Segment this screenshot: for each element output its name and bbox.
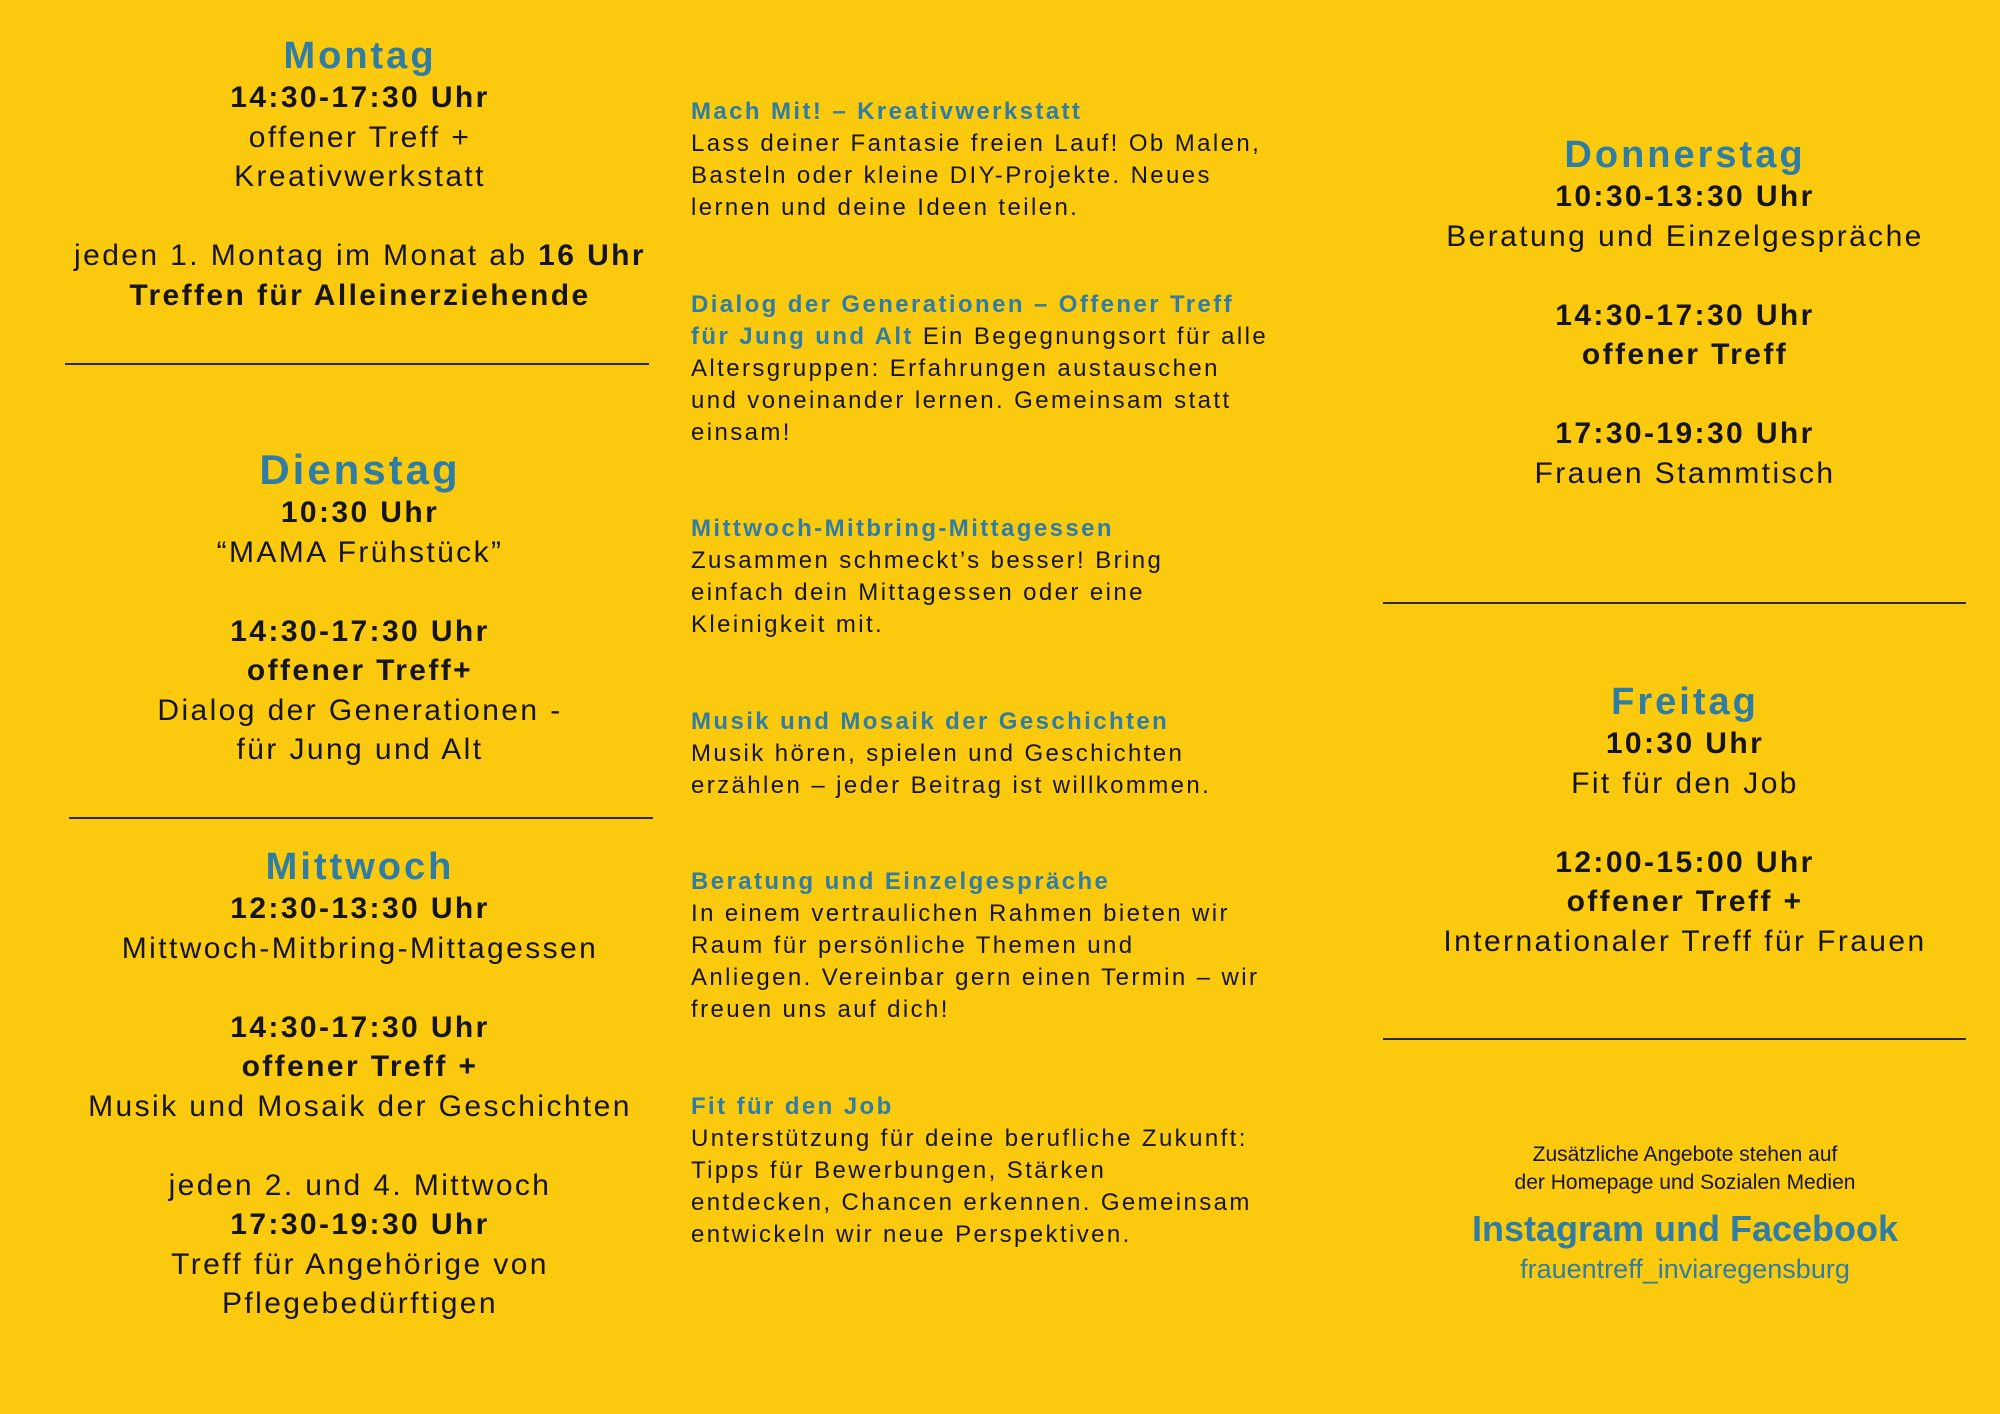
monday-divider bbox=[65, 363, 649, 365]
desc-beratung bbox=[691, 866, 1331, 1026]
footer-line2: der Homepage und Sozialen Medien bbox=[1514, 1171, 1856, 1194]
desc-title: Beratung und Einzelgespräche bbox=[691, 868, 1111, 895]
desc-line: und voneinander lernen. Gemeinsam statt bbox=[691, 387, 1232, 414]
desc-title: Fit für den Job bbox=[691, 1093, 894, 1120]
desc-line: einsam! bbox=[691, 419, 792, 446]
desc-line: entdecken, Chancen erkennen. Gemeinsam bbox=[691, 1189, 1252, 1216]
desc-dialog-generationen bbox=[691, 289, 1331, 449]
wednesday-title: Mittwoch bbox=[265, 846, 455, 888]
desc-fit-job bbox=[691, 1091, 1331, 1251]
desc-line: Zusammen schmeckt’s besser! Bring bbox=[691, 547, 1164, 574]
desc-mittagessen bbox=[691, 513, 1331, 641]
desc-line: einfach dein Mittagessen oder eine bbox=[691, 579, 1145, 606]
wednesday-section bbox=[30, 845, 690, 1324]
desc-kreativwerkstatt bbox=[691, 96, 1331, 224]
thursday-divider bbox=[1383, 602, 1966, 604]
monday-event-line2: Kreativwerkstatt bbox=[234, 160, 486, 193]
friday-title: Freitag bbox=[1611, 681, 1759, 723]
tuesday-time2: 14:30-17:30 Uhr bbox=[230, 614, 490, 648]
tuesday-title: Dienstag bbox=[259, 446, 461, 493]
footer-section bbox=[1375, 1141, 1995, 1287]
monday-special-prefix: jeden 1. Montag im Monat ab bbox=[74, 239, 528, 272]
thursday-time2: 14:30-17:30 Uhr bbox=[1555, 298, 1815, 332]
tuesday-section bbox=[30, 447, 690, 770]
thursday-section bbox=[1375, 133, 1995, 493]
desc-line: Kleinigkeit mit. bbox=[691, 611, 885, 638]
footer-line1: Zusätzliche Angebote stehen auf bbox=[1532, 1143, 1838, 1166]
wednesday-special-event-b: Pflegebedürftigen bbox=[222, 1287, 498, 1320]
desc-line: Tipps für Bewerbungen, Stärken bbox=[691, 1157, 1107, 1184]
desc-title: Dialog der Generationen – Offener Treff bbox=[691, 291, 1235, 318]
desc-line: Anliegen. Vereinbar gern einen Termin – wir bbox=[691, 964, 1260, 991]
thursday-event1: Beratung und Einzelgespräche bbox=[1446, 219, 1924, 253]
wednesday-special-prefix: jeden 2. und 4. Mittwoch bbox=[168, 1168, 552, 1202]
desc-line: In einem vertraulichen Rahmen bieten wir bbox=[691, 900, 1230, 927]
tuesday-event3a: Dialog der Generationen - bbox=[157, 693, 563, 727]
wednesday-event1: Mittwoch-Mitbring-Mittagessen bbox=[121, 931, 599, 965]
desc-line: Raum für persönliche Themen und bbox=[691, 932, 1135, 959]
tuesday-event3b: für Jung und Alt bbox=[236, 733, 484, 766]
desc-line: Lass deiner Fantasie freien Lauf! Ob Malen, bbox=[691, 130, 1262, 157]
friday-divider bbox=[1383, 1038, 1966, 1040]
monday-time: 14:30-17:30 Uhr bbox=[230, 81, 490, 114]
friday-event2: offener Treff + bbox=[1566, 885, 1804, 918]
social-handle: frauentreff_inviaregensburg bbox=[1520, 1254, 1850, 1284]
monday-event-line1: offener Treff + bbox=[248, 120, 472, 154]
thursday-time1: 10:30-13:30 Uhr bbox=[1555, 180, 1815, 213]
tuesday-event2: offener Treff+ bbox=[246, 654, 474, 687]
monday-special-line bbox=[40, 236, 680, 276]
friday-time1: 10:30 Uhr bbox=[1605, 727, 1765, 760]
desc-title-part: für Jung und Alt bbox=[691, 323, 914, 350]
thursday-event3: Frauen Stammtisch bbox=[1534, 456, 1836, 490]
tuesday-time1: 10:30 Uhr bbox=[280, 496, 440, 529]
desc-title: Mach Mit! – Kreativwerkstatt bbox=[691, 98, 1083, 125]
monday-title: Montag bbox=[283, 35, 437, 77]
desc-text-part: Ein Begegnungsort für alle bbox=[913, 323, 1269, 350]
desc-line: Altersgruppen: Erfahrungen austauschen bbox=[691, 355, 1220, 382]
thursday-time3: 17:30-19:30 Uhr bbox=[1555, 417, 1815, 450]
wednesday-time1: 12:30-13:30 Uhr bbox=[230, 892, 490, 925]
desc-title: Musik und Mosaik der Geschichten bbox=[691, 708, 1170, 735]
friday-event3: Internationaler Treff für Frauen bbox=[1443, 924, 1927, 958]
wednesday-event3: Musik und Mosaik der Geschichten bbox=[88, 1089, 632, 1123]
friday-section bbox=[1375, 680, 1995, 961]
desc-line: erzählen – jeder Beitrag ist willkommen. bbox=[691, 772, 1212, 799]
desc-line: Basteln oder kleine DIY-Projekte. Neues bbox=[691, 162, 1212, 189]
desc-line: Musik hören, spielen und Geschichten bbox=[691, 740, 1185, 767]
desc-line-mixed bbox=[691, 321, 1331, 353]
thursday-event2: offener Treff bbox=[1581, 338, 1789, 371]
desc-line: Unterstützung für deine berufliche Zukunft: bbox=[691, 1125, 1248, 1152]
desc-line: freuen uns auf dich! bbox=[691, 996, 950, 1023]
wednesday-special-event-a: Treff für Angehörige von bbox=[171, 1247, 549, 1281]
wednesday-special-time: 17:30-19:30 Uhr bbox=[230, 1208, 490, 1241]
desc-musik-mosaik bbox=[691, 706, 1331, 802]
monday-special-event: Treffen für Alleinerziehende bbox=[129, 278, 591, 312]
social-media-label: Instagram und Facebook bbox=[1471, 1208, 1899, 1249]
desc-title: Mittwoch-Mitbring-Mittagessen bbox=[691, 515, 1114, 542]
thursday-title: Donnerstag bbox=[1564, 134, 1806, 176]
tuesday-divider bbox=[69, 817, 653, 819]
friday-event1: Fit für den Job bbox=[1571, 766, 1799, 800]
monday-section bbox=[40, 34, 680, 315]
monday-special-time: 16 Uhr bbox=[538, 239, 646, 272]
wednesday-time2: 14:30-17:30 Uhr bbox=[230, 1010, 490, 1044]
desc-line: entwickeln wir neue Perspektiven. bbox=[691, 1221, 1132, 1248]
desc-line: lernen und deine Ideen teilen. bbox=[691, 194, 1080, 221]
tuesday-event1: “MAMA Frühstück” bbox=[216, 535, 504, 569]
friday-time2: 12:00-15:00 Uhr bbox=[1555, 845, 1815, 879]
wednesday-event2: offener Treff + bbox=[241, 1050, 479, 1083]
